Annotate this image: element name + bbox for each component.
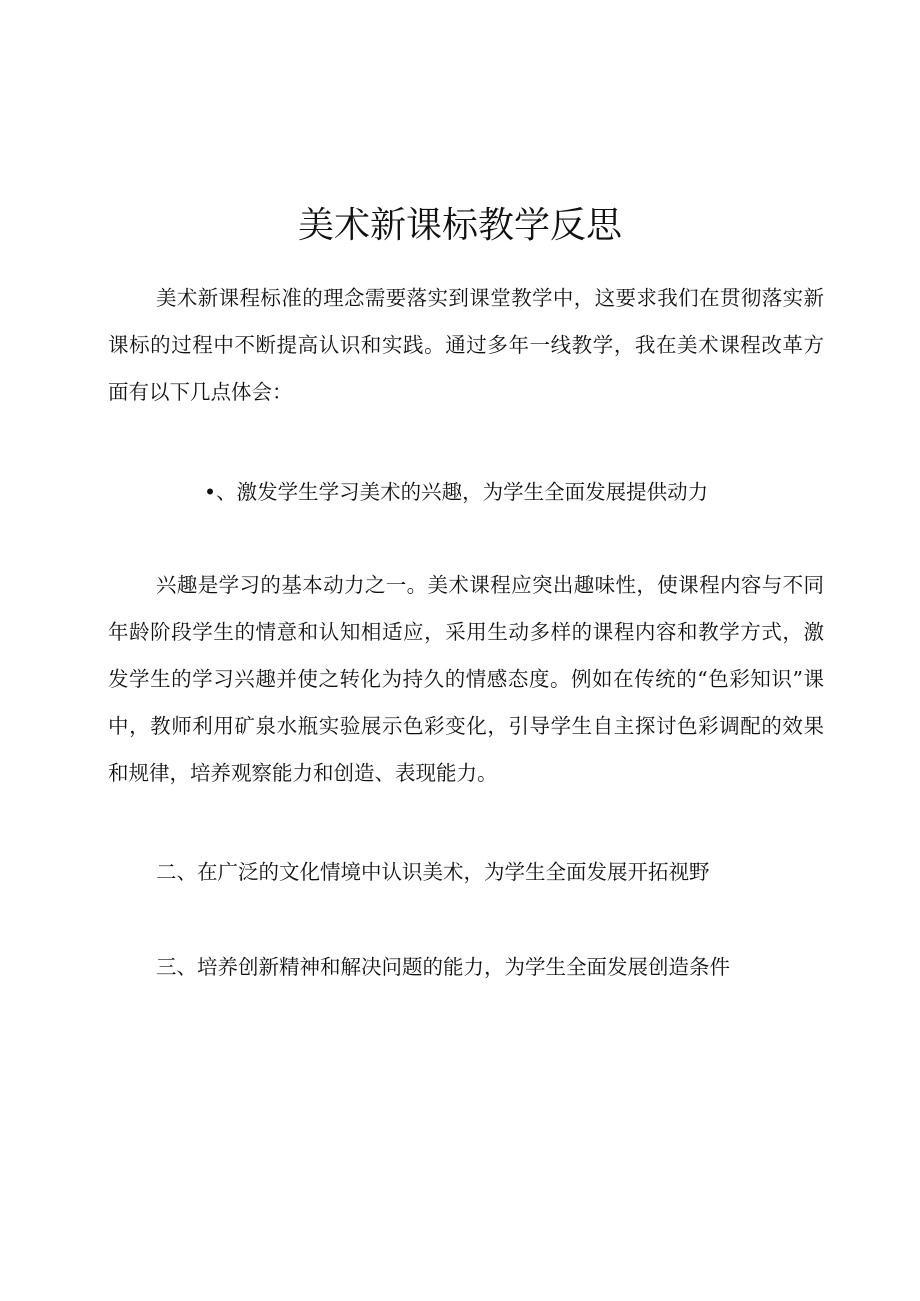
section-3-heading: 三、培养创新精神和解决问题的能力，为学生全面发展创造条件 bbox=[156, 955, 730, 979]
section-1-body: 兴趣是学习的基本动力之一。美术课程应突出趣味性，使课程内容与不同年龄阶段学生的情意和认知相适应，采用生动多样的课程内容和教学方式，激发学生的学习兴趣并使之转化为持久的情感态度。例如在传统的“色彩知识”课中，教师利用矿泉水瓶实验展示色彩变化，引导学生自主探讨色彩调配的效果和规律，培养观察能力和创造、表现能力。 bbox=[108, 573, 824, 785]
intro-paragraph: 美术新课程标准的理念需要落实到课堂教学中，这要求我们在贯彻落实新课标的过程中不断提高认识和实践。通过多年一线教学，我在美术课程改革方面有以下几点体会： bbox=[108, 286, 824, 404]
section-2-heading: 二、在广泛的文化情境中认识美术，为学生全面发展开拓视野 bbox=[156, 860, 710, 884]
section-1-heading: •、激发学生学习美术的兴趣，为学生全面发展提供动力 bbox=[204, 480, 709, 504]
document-title: 美术新课标教学反思 bbox=[297, 205, 622, 247]
